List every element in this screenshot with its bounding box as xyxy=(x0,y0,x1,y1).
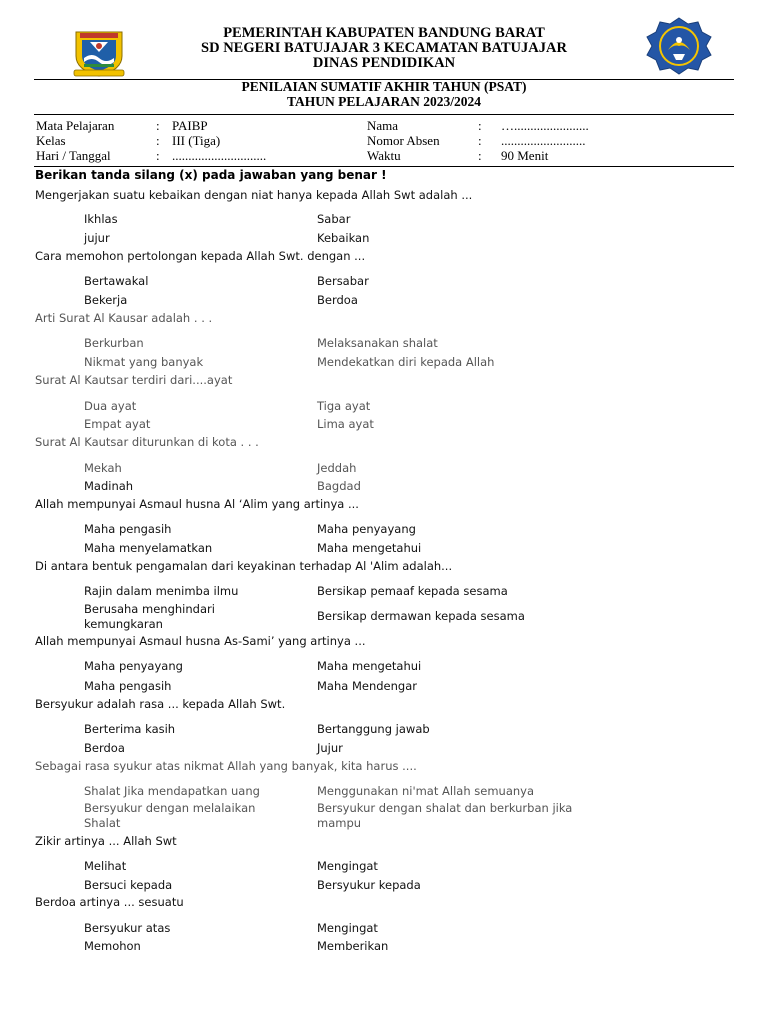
info-value-subject: PAIBP xyxy=(172,118,208,133)
option-b[interactable]: Melaksanakan shalat xyxy=(317,336,438,350)
option-c[interactable]: Maha pengasih xyxy=(84,679,172,693)
option-b[interactable]: Bersikap pemaaf kepada sesama xyxy=(317,584,508,598)
question-text: Sebagai rasa syukur atas nikmat Allah yang banyak, kita harus .... xyxy=(35,759,417,773)
option-a[interactable]: Maha pengasih xyxy=(84,522,172,536)
info-value-name[interactable]: …....................... xyxy=(501,118,589,133)
option-d[interactable]: Bersikap dermawan kepada sesama xyxy=(317,609,525,623)
option-c[interactable]: Maha menyelamatkan xyxy=(84,541,213,555)
info-sep: : xyxy=(478,118,482,133)
option-c[interactable]: Madinah xyxy=(84,479,134,493)
option-b[interactable]: Mengingat xyxy=(317,859,378,873)
question-text: Surat Al Kautsar diturunkan di kota . . . xyxy=(35,435,259,449)
instruction-text: Berikan tanda silang (x) pada jawaban yang benar ! xyxy=(35,168,387,182)
option-a[interactable]: Bersyukur atas xyxy=(84,921,171,935)
option-a[interactable]: Melihat xyxy=(84,859,127,873)
question-text: Berdoa artinya ... sesuatu xyxy=(35,895,184,909)
option-b[interactable]: Menggunakan ni'mat Allah semuanya xyxy=(317,784,535,798)
school-name: SD NEGERI BATUJAJAR 3 KECAMATAN BATUJAJAR xyxy=(201,40,567,56)
school-year: TAHUN PELAJARAN 2023/2024 xyxy=(286,93,481,109)
info-top-divider xyxy=(34,114,734,115)
option-b[interactable]: Jeddah xyxy=(317,461,357,475)
option-a[interactable]: Rajin dalam menimba ilmu xyxy=(84,584,239,598)
info-value-time: 90 Menit xyxy=(501,148,549,163)
info-sep: : xyxy=(156,148,160,163)
option-d[interactable]: Lima ayat xyxy=(317,417,374,431)
info-label-name: Nama xyxy=(367,118,399,133)
option-c[interactable]: Nikmat yang banyak xyxy=(84,355,204,369)
option-b[interactable]: Sabar xyxy=(317,212,351,226)
option-d[interactable]: Kebaikan xyxy=(317,231,370,245)
question-text: Di antara bentuk pengamalan dari keyakinan terhadap Al 'Alim adalah... xyxy=(35,559,453,573)
question-text: Allah mempunyai Asmaul husna As-Sami’ yang artinya ... xyxy=(35,634,366,648)
info-sep: : xyxy=(478,148,482,163)
info-value-date[interactable]: ............................. xyxy=(172,148,267,163)
option-a[interactable]: Mekah xyxy=(84,461,122,475)
info-label-absen: Nomor Absen xyxy=(367,133,440,148)
question-text: Cara memohon pertolongan kepada Allah Swt. dengan ... xyxy=(35,249,366,263)
info-label-time: Waktu xyxy=(367,148,401,163)
question-text: Arti Surat Al Kausar adalah . . . xyxy=(35,311,213,325)
option-c[interactable]: Bersyukur dengan melalaikan Shalat xyxy=(84,801,256,830)
option-a[interactable]: Berterima kasih xyxy=(84,722,176,736)
info-bottom-divider xyxy=(34,166,734,167)
option-b[interactable]: Tiga ayat xyxy=(317,399,371,413)
exam-title: PENILAIAN SUMATIF AKHIR TAHUN (PSAT) xyxy=(241,79,527,94)
option-d[interactable]: Bagdad xyxy=(317,479,361,493)
department-name: DINAS PENDIDIKAN xyxy=(312,55,456,71)
question-text: Bersyukur adalah rasa ... kepada Allah Swt. xyxy=(35,697,286,711)
option-d[interactable]: Berdoa xyxy=(317,293,358,307)
option-a[interactable]: Ikhlas xyxy=(84,212,118,226)
info-value-absen[interactable]: .......................... xyxy=(501,133,586,148)
option-c[interactable]: Bekerja xyxy=(84,293,128,307)
info-label-subject: Mata Pelajaran xyxy=(36,118,115,133)
option-d[interactable]: Bersyukur dengan shalat dan berkurban jika mampu xyxy=(317,801,573,830)
info-value-class: III (Tiga) xyxy=(172,133,221,148)
option-c[interactable]: Bersuci kepada xyxy=(84,878,173,892)
option-d[interactable]: Mendekatkan diri kepada Allah xyxy=(317,355,495,369)
info-sep: : xyxy=(156,133,160,148)
info-label-class: Kelas xyxy=(36,133,66,148)
option-b[interactable]: Bertanggung jawab xyxy=(317,722,430,736)
option-a[interactable]: Maha penyayang xyxy=(84,659,183,673)
option-a[interactable]: Berkurban xyxy=(84,336,144,350)
option-c[interactable]: Memohon xyxy=(84,939,141,953)
option-a[interactable]: Dua ayat xyxy=(84,399,137,413)
option-b[interactable]: Mengingat xyxy=(317,921,378,935)
info-sep: : xyxy=(478,133,482,148)
option-b[interactable]: Maha penyayang xyxy=(317,522,416,536)
option-c[interactable]: Empat ayat xyxy=(84,417,151,431)
info-sep: : xyxy=(156,118,160,133)
question-text: Zikir artinya ... Allah Swt xyxy=(35,834,177,848)
question-text: Allah mempunyai Asmaul husna Al ‘Alim yang artinya ... xyxy=(35,497,359,511)
option-b[interactable]: Bersabar xyxy=(317,274,369,288)
option-c[interactable]: jujur xyxy=(84,231,110,245)
option-c[interactable]: Berdoa xyxy=(84,741,125,755)
question-text: Surat Al Kautsar terdiri dari....ayat xyxy=(35,373,233,387)
option-a[interactable]: Bertawakal xyxy=(84,274,149,288)
exam-heading xyxy=(0,80,768,109)
option-c[interactable]: Berusaha menghindari kemungkaran xyxy=(84,602,215,631)
option-d[interactable]: Bersyukur kepada xyxy=(317,878,421,892)
option-a[interactable]: Shalat Jika mendapatkan uang xyxy=(84,784,260,798)
option-d[interactable]: Memberikan xyxy=(317,939,389,953)
option-b[interactable]: Maha mengetahui xyxy=(317,659,422,673)
letterhead xyxy=(0,26,768,71)
government-name: PEMERINTAH KABUPATEN BANDUNG BARAT xyxy=(223,25,545,41)
option-d[interactable]: Maha Mendengar xyxy=(317,679,417,693)
question-text: Mengerjakan suatu kebaikan dengan niat hanya kepada Allah Swt adalah ... xyxy=(35,188,473,202)
info-label-date: Hari / Tanggal xyxy=(36,148,111,163)
option-d[interactable]: Jujur xyxy=(317,741,343,755)
option-d[interactable]: Maha mengetahui xyxy=(317,541,422,555)
